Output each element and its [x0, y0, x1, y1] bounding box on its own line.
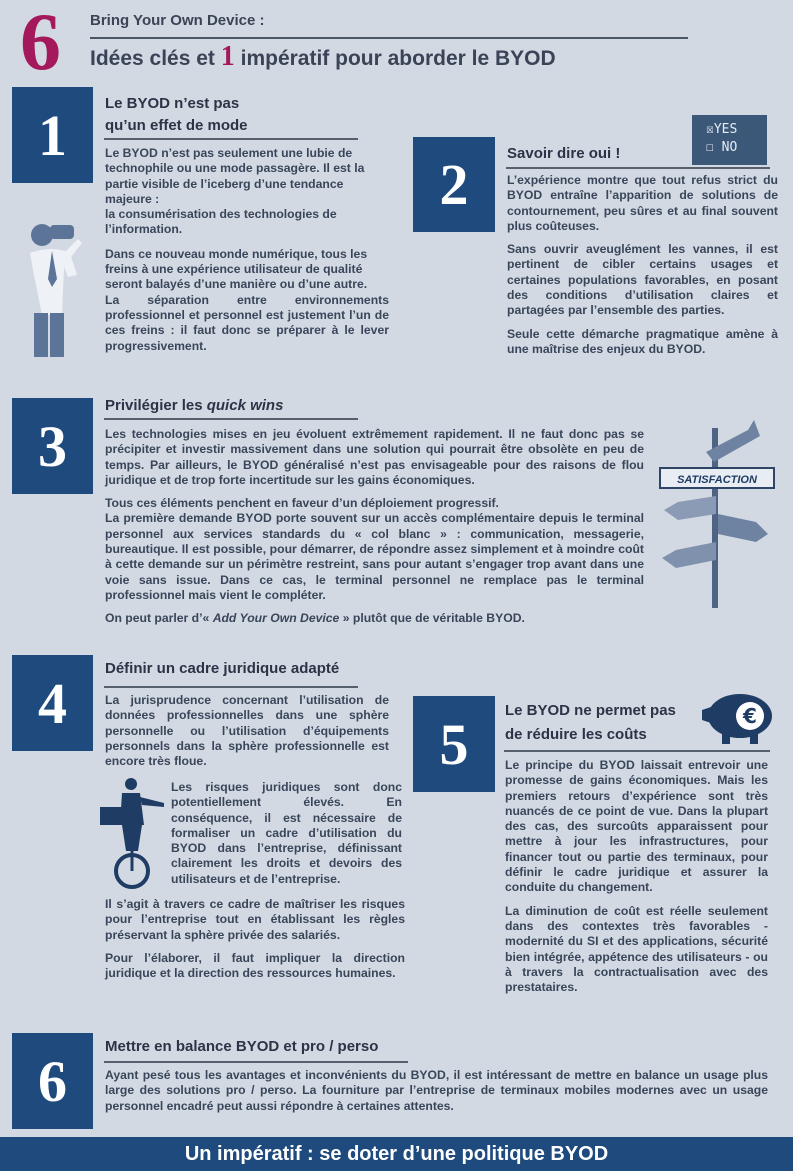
- section2-title: Savoir dire oui !: [507, 145, 621, 162]
- section6-number-box: 6: [12, 1033, 93, 1129]
- satisfaction-sign-label: SATISFACTION: [677, 474, 757, 486]
- section5-body: [505, 758, 768, 1003]
- header-divider: [90, 37, 688, 39]
- section6-para: Ayant pesé tous les avantages et inconvénients du BYOD, il est intéressant de mettre en balance un usage plus large des solutions pro / perso. La fourniture par l’entreprise de terminaux mobiles modernes avec un usage personnel encadré peut aussi répondre à certaines attentes.: [105, 1068, 768, 1113]
- section4-para-3: Il s’agit à travers ce cadre de maîtriser les risques pour l’entreprise tout en établissant les règles préservant la sphère privée des salariés.: [105, 897, 405, 942]
- section3-number-box: 3: [12, 398, 93, 494]
- unicycle-businessman-image: [98, 777, 170, 891]
- checkbox-checked-icon: ☒: [706, 122, 714, 137]
- section3-title-prefix: Privilégier les: [105, 397, 203, 414]
- checkbox-yes-label: YES: [713, 122, 738, 137]
- section1-title-line1: Le BYOD n’est pas: [105, 95, 240, 112]
- footer-banner: Un impératif : se doter d’une politique BYOD: [0, 1137, 793, 1171]
- section5-rule: [504, 750, 770, 752]
- section5-title: [505, 700, 705, 746]
- section2-rule: [506, 167, 770, 169]
- checkbox-no-label: NO: [721, 140, 738, 155]
- section3-last-italic: Add Your Own Device: [212, 611, 340, 626]
- section6-body: [105, 1068, 768, 1122]
- section2-number-box: 2: [413, 137, 495, 232]
- section4-number-box: 4: [12, 655, 93, 751]
- section3-rule: [104, 418, 358, 420]
- section1-rule: [104, 138, 358, 140]
- section6-title: Mettre en balance BYOD et pro / perso: [105, 1038, 379, 1055]
- header-big-number: 6: [20, 0, 61, 87]
- section5-number-box: 5: [413, 696, 495, 792]
- section1-para-4: La séparation entre environnements professionnel et personnel est justement l’un de ces freins : il faut donc se préparer à le lever progressivement.: [105, 292, 389, 353]
- header-title-number: 1: [220, 41, 235, 72]
- header-title-after: impératif pour aborder le BYOD: [240, 47, 556, 70]
- yes-no-checkbox-image: [692, 115, 767, 165]
- section5-title-line2: de réduire les coûts: [505, 726, 647, 743]
- section3-title-italic: quick wins: [206, 397, 284, 414]
- section4-para-2: Les risques juridiques sont donc potentiellement élevés. En conséquence, il est nécessaire de formaliser un cadre d’utilisation du BYOD dans l’entreprise, définissant clairement les droits et devoirs des utilisateurs et de l’entreprise.: [171, 780, 402, 886]
- section3-title: [105, 395, 283, 417]
- section3-last-prefix: On peut parler d’«: [105, 611, 210, 626]
- header-title: [90, 41, 556, 73]
- signpost-image: [656, 418, 780, 608]
- section3-para-3: La première demande BYOD porte souvent sur un accès complémentaire depuis le terminal personnel aux services standards du « col blanc » : communication, messagerie, bureautique. Il est possible, pour démarrer, de répondre assez simplement et à moindre coût à cette demande sur un périmètre restreint, sans pour autant s’engager trop avant dans une voie sans issue. Dans ce cas, le terminal personnel ne remplace pas le terminal professionnel mais vient le compléter.: [105, 511, 644, 602]
- section4-body-top: [105, 693, 389, 777]
- section3-para-4: [105, 611, 644, 626]
- section2-para-3: Seule cette démarche pragmatique amène à une maîtrise des enjeux du BYOD.: [507, 326, 778, 356]
- section4-para-1: La jurisprudence concernant l’utilisation de données professionnelles dans une sphère personnelle ou l’utilisation d’équipements personnels dans la sphère professionnelle est encore très floue.: [105, 693, 389, 769]
- section1-number-box: 1: [12, 87, 93, 183]
- header-subtitle: Bring Your Own Device :: [90, 12, 265, 29]
- section4-body-bottom: [105, 897, 405, 989]
- section5-title-line1: Le BYOD ne permet pas: [505, 702, 676, 719]
- header-title-before: Idées clés et: [90, 47, 215, 70]
- section3-para-2: Tous ces éléments penchent en faveur d’un déploiement progressif.: [105, 496, 499, 511]
- checkbox-empty-icon: ☐: [706, 140, 722, 155]
- section3-last-suffix: » plutôt que de véritable BYOD.: [342, 611, 525, 626]
- section3-body: [105, 427, 644, 635]
- section1-para-2: la consumérisation des technologies de l’information.: [105, 207, 337, 237]
- section1-para-3: Dans ce nouveau monde numérique, tous les freins à une expérience utilisateur de qualité seront balayés d’une manière ou d’une autre.: [105, 246, 368, 292]
- section2-body: [507, 173, 778, 365]
- section5-para-1: Le principe du BYOD laissait entrevoir une promesse de gains économiques. Mais les premiers retours d’expérience sont très nuancés de ce point de vue. Dans la plupart des cas, des surcoûts apparaissent pour mettre à jour les infrastructures, pour financer tout ou partie des terminaux, pour définir le cadre juridique et assurer la conduite du changement.: [505, 758, 768, 895]
- businessman-binoculars-image: [22, 215, 82, 357]
- section1-para-1: Le BYOD n’est pas seulement une lubie de technophile ou une mode passagère. Il est la partie visible de l’iceberg d’une tendance majeure :: [105, 146, 365, 206]
- section2-para-2: Sans ouvrir aveuglément les vannes, il est pertinent de cibler certains usages et certaines populations favorables, en posant des conditions d’utilisation claires et partagées par l’ensemble des parties.: [507, 242, 778, 318]
- section4-title: Définir un cadre juridique adapté: [105, 660, 340, 677]
- section6-rule: [104, 1061, 408, 1063]
- section4-rule: [104, 686, 358, 688]
- section1-title-line2: qu’un effet de mode: [105, 117, 248, 134]
- euro-piggy-bank-image: [700, 690, 776, 746]
- section4-body-middle: [171, 780, 402, 895]
- section5-para-2: La diminution de coût est réelle seulement dans des contextes très favorables - modernité du SI et des applications, sécurité bien intégrée, appétence des utilisateurs - ou à travers la contractualisation avec des prestataires.: [505, 903, 768, 995]
- section4-para-4: Pour l’élaborer, il faut impliquer la direction juridique et la direction des ressources humaines.: [105, 950, 405, 981]
- section1-body: [105, 146, 389, 354]
- section1-title: [105, 93, 365, 137]
- euro-icon: €: [743, 704, 757, 728]
- section2-para-1: L’expérience montre que tout refus strict du BYOD entraîne l’apparition de solutions de contournement, peu sûres et au final souvent plus coûteuses.: [507, 173, 778, 233]
- section3-para-1: Les technologies mises en jeu évoluent extrêmement rapidement. Il ne faut donc pas se précipiter et investir massivement dans une solution qui pourrait être obsolète en peu de temps. Par ailleurs, le BYOD généralisé n’est pas envisageable pour des raisons de flou juridique et de trop forte incertitude sur les gains économiques.: [105, 427, 644, 487]
